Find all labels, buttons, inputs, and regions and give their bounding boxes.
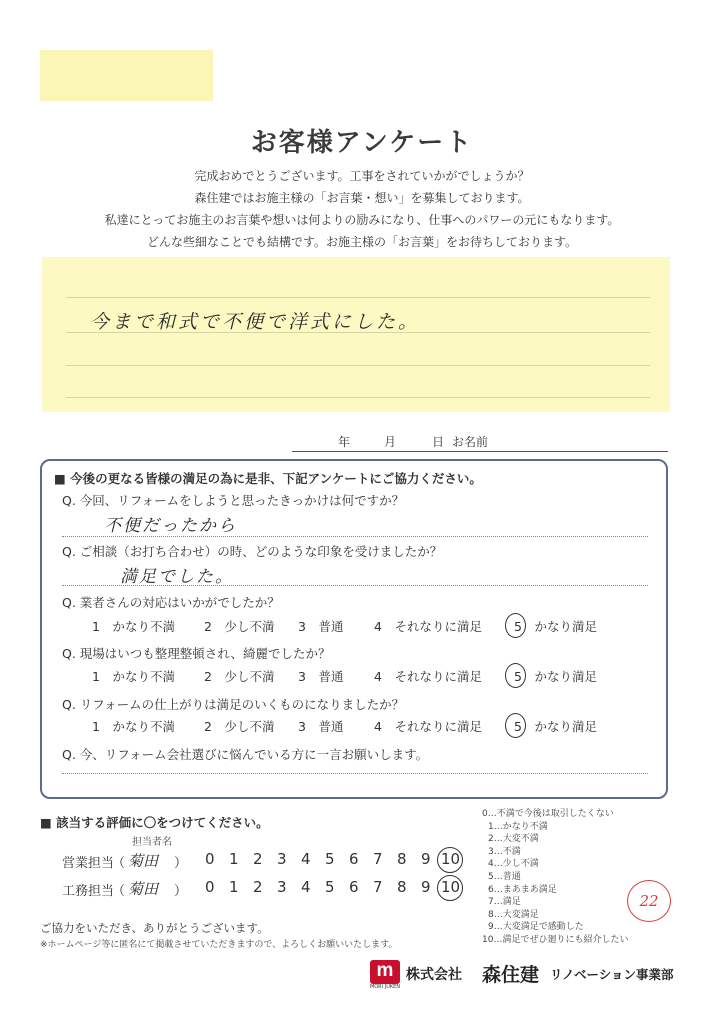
legend-item: 5…普通: [488, 871, 521, 882]
scale-option: 2 少し不満: [204, 669, 275, 684]
score-digit: 9: [421, 878, 431, 896]
score-digit: 4: [301, 878, 311, 896]
thanks-text: ご協力をいただき、ありがとうございます。: [40, 921, 269, 935]
scale-option: 4 それなりに満足: [374, 619, 482, 634]
question-6: Q. 今、リフォーム会社選びに悩んでいる方に一言お願いします。: [62, 747, 429, 762]
comment-line: [66, 297, 650, 298]
day-label: 日: [432, 435, 445, 449]
month-label: 月: [384, 435, 397, 449]
legend-item: 8…大変満足: [488, 909, 539, 920]
selection-circle: [437, 875, 463, 901]
answer-1: 不便だったから: [104, 516, 237, 536]
staff-row: [0, 878, 480, 902]
scale-option: 3 普通: [298, 669, 344, 684]
score-legend: [482, 808, 628, 947]
question-3: Q. 業者さんの対応はいかがでしたか？: [62, 595, 280, 610]
name-label: お名前: [452, 435, 489, 449]
scale-option: 4 それなりに満足: [374, 719, 482, 734]
paren-open: （: [112, 884, 126, 899]
selection-circle: [505, 613, 526, 638]
selection-circle: [437, 847, 463, 873]
legend-item: 7…満足: [488, 897, 521, 908]
score-digit: 10: [441, 878, 461, 896]
question-2: Q. ご相談（お打ち合わせ）の時、どのような印象を受けましたか？: [62, 544, 443, 559]
question-4: Q. 現場はいつも整理整頓され、綺麗でしたか？: [62, 646, 331, 661]
legend-item: 9…大変満足で感動した: [488, 922, 584, 933]
intro-line: 完成おめでとうございます。工事をされていかがでしょうか？: [194, 169, 530, 183]
rating-scale: [42, 617, 670, 637]
score-digit: 2: [253, 878, 263, 896]
score-digit: 3: [277, 878, 287, 896]
score-digit: 2: [253, 850, 263, 868]
scale-option: 4 それなりに満足: [374, 669, 482, 684]
paren-open: （: [112, 856, 126, 871]
scale-option: 5 かなり満足: [514, 719, 597, 734]
intro-line: 森住建ではお施主様の「お言葉・想い」を募集しております。: [194, 191, 530, 205]
legend-item: 4…少し不満: [488, 859, 539, 870]
score-digit: 9: [421, 850, 431, 868]
scale-option: 5 かなり満足: [514, 619, 597, 634]
logo-letter: m: [376, 960, 394, 981]
comment-line: [66, 365, 650, 366]
intro-line: 私達にとってお施主のお言葉や想いは何よりの励みになり、仕事へのパワーの元にもなります。: [104, 213, 620, 227]
score-digit: 8: [397, 850, 407, 868]
legend-item: 0…不満で今後は取引したくない: [482, 809, 614, 819]
company-name: 森住建: [482, 964, 540, 986]
intro-line: どんな些細なことでも結構です。お施主様の「お言葉」をお待ちしております。: [146, 235, 578, 249]
scale-option: 1 かなり不満: [92, 719, 175, 734]
rating-scale: [42, 667, 670, 687]
company-logo: [370, 960, 400, 984]
survey-header: ■ 今後の更なる皆様の満足の為に是非、下記アンケートにご協力ください。: [54, 471, 482, 486]
answer-line: [62, 536, 648, 537]
company-prefix: 株式会社: [406, 967, 462, 983]
scale-option: 3 普通: [298, 719, 344, 734]
score-digit: 8: [397, 878, 407, 896]
answer-line: [62, 585, 648, 586]
logo-sub: MORI JUKEN: [369, 984, 401, 990]
legend-item: 10…満足でぜひ廻りにも紹介したい: [482, 934, 629, 945]
company-footer: [370, 958, 710, 990]
comment-box: [42, 257, 670, 412]
score-digit: 6: [349, 878, 359, 896]
score-digit: 1: [229, 878, 239, 896]
score-digit: 6: [349, 850, 359, 868]
selection-circle: [505, 713, 526, 738]
answer-line: [62, 773, 648, 774]
score-digit: 5: [325, 878, 335, 896]
scale-option: 1 かなり不満: [92, 619, 175, 634]
score-digit: 5: [325, 850, 335, 868]
legend-item: 6…まあまあ満足: [488, 884, 557, 895]
score-digit: 7: [373, 878, 383, 896]
question-1: Q. 今回、リフォームをしようと思ったきっかけは何ですか？: [62, 493, 405, 508]
legend-item: 3…不満: [488, 846, 521, 857]
answer-2: 満足でした。: [120, 567, 234, 587]
staff-name: 菊田: [128, 880, 159, 898]
scale-option: 1 かなり不満: [92, 669, 175, 684]
paren-close: ）: [174, 884, 188, 899]
comment-text: 今まで和式で不便で洋式にした。: [90, 311, 421, 333]
red-check-mark: [627, 880, 671, 922]
score-digit: 4: [301, 850, 311, 868]
staff-name: 菊田: [128, 852, 159, 870]
scale-option: 5 かなり満足: [514, 669, 597, 684]
intro-text: [0, 165, 724, 253]
legend-item: 1…かなり不満: [488, 821, 548, 832]
page-title: お客様アンケート: [250, 128, 474, 158]
staff-role: 営業担当: [62, 856, 115, 871]
score-digit: 0: [205, 878, 215, 896]
rating-header: ■ 該当する評価に〇をつけてください。: [40, 815, 269, 830]
score-digit: 1: [229, 850, 239, 868]
comment-line: [66, 397, 650, 398]
staff-role: 工務担当: [62, 884, 115, 899]
question-5: Q. リフォームの仕上がりは満足のいくものになりましたか？: [62, 697, 405, 712]
score-digit: 10: [441, 850, 461, 868]
scale-option: 2 少し不満: [204, 719, 275, 734]
red-mark-text: 22: [639, 892, 659, 910]
legend-item: 2…大変不満: [488, 834, 539, 845]
selection-circle: [505, 663, 526, 688]
notice-text: ※ホームページ等に匿名にて掲載させていただきますので、よろしくお願いいたします。: [40, 940, 398, 950]
score-digit: 3: [277, 850, 287, 868]
yellow-label: [40, 50, 213, 101]
year-label: 年: [338, 435, 351, 449]
paren-close: ）: [174, 856, 188, 871]
scale-option: 3 普通: [298, 619, 344, 634]
company-division: リノベーション事業部: [550, 967, 674, 982]
staff-row: [0, 850, 480, 874]
scale-option: 2 少し不満: [204, 619, 275, 634]
date-name-line: [292, 433, 668, 452]
rating-scale: [42, 717, 670, 737]
score-digit: 7: [373, 850, 383, 868]
staff-label: 担当者名: [132, 837, 172, 848]
score-digit: 0: [205, 850, 215, 868]
survey-box: [40, 459, 668, 799]
